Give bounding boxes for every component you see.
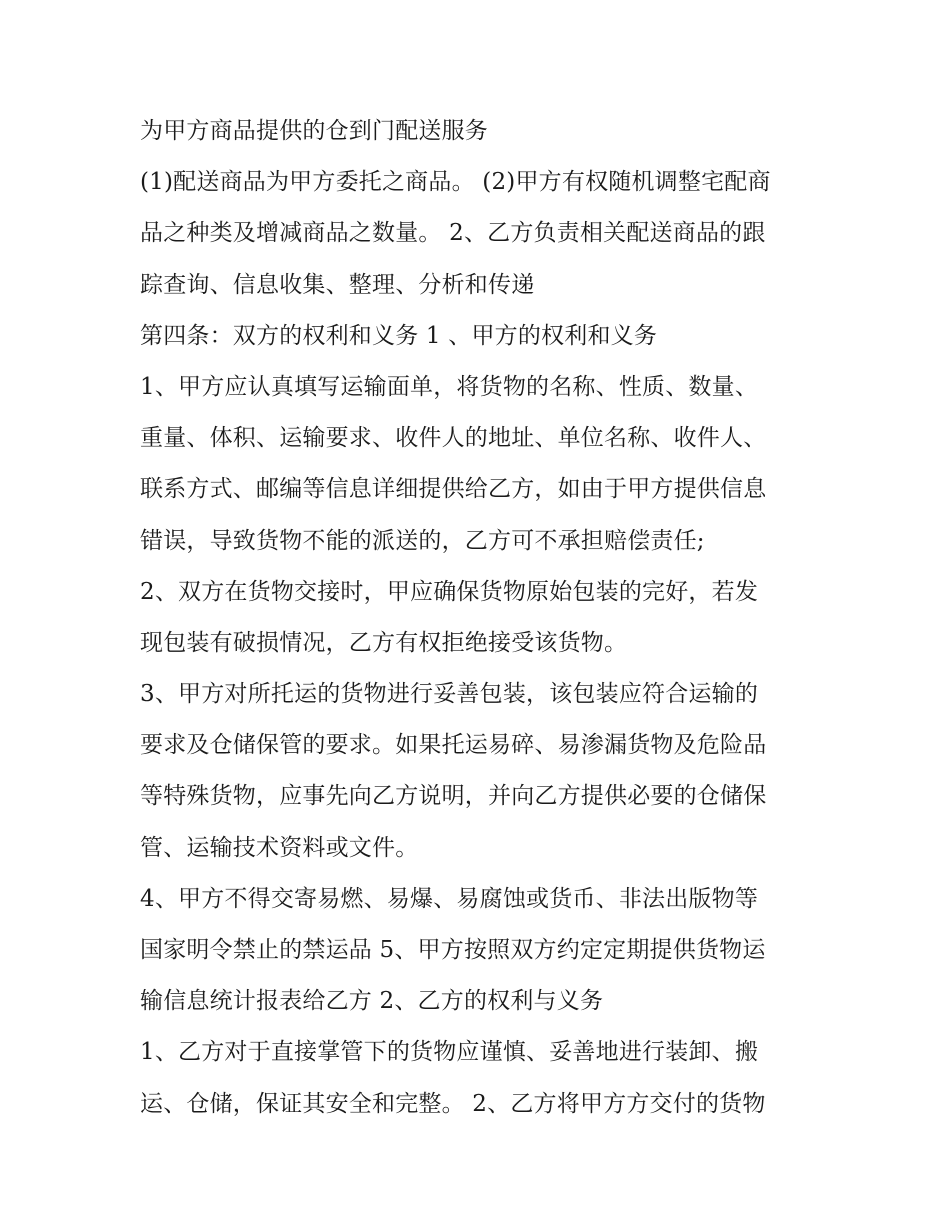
text-line: 为甲方商品提供的仓到门配送服务	[140, 118, 488, 144]
text-line: 重量、体积、运输要求、收件人的地址、单位名称、收件人、	[140, 425, 767, 452]
paragraph-4	[140, 362, 830, 567]
text-line: 错误，导致货物不能的派送的，乙方可不承担赔偿责任;	[140, 527, 705, 554]
paragraph-5	[140, 567, 830, 669]
text-line: 要求及仓储保管的要求。如果托运易碎、易渗漏货物及危险品	[140, 732, 767, 759]
text-line: 第四条：双方的权利和义务 1 、甲方的权利和义务	[140, 322, 658, 349]
paragraph-2	[140, 157, 830, 311]
paragraph-6	[140, 669, 830, 874]
text-line: 2、双方在货物交接时，甲应确保货物原始包装的完好，若发	[140, 578, 759, 605]
text-line: 等特殊货物，应事先向乙方说明，并向乙方提供必要的仓储保	[140, 783, 767, 810]
text-line: 1、乙方对于直接掌管下的货物应谨慎、妥善地进行装卸、搬	[140, 1039, 759, 1066]
text-line: 输信息统计报表给乙方 2、乙方的权利与义务	[140, 988, 604, 1015]
text-line: 联系方式、邮编等信息详细提供给乙方，如由于甲方提供信息	[140, 476, 767, 503]
text-line: 踪查询、信息收集、整理、分析和传递	[140, 271, 535, 298]
text-line: 品之种类及增减商品之数量。 2、乙方负责相关配送商品的跟	[140, 220, 766, 247]
text-line: (1)配送商品为甲方委托之商品。 (2)甲方有权随机调整宅配商	[140, 169, 771, 196]
text-line: 1、甲方应认真填写运输面单，将货物的名称、性质、数量、	[140, 373, 759, 400]
text-line: 3、甲方对所托运的货物进行妥善包装，该包装应符合运输的	[140, 681, 759, 708]
text-line: 运、仓储，保证其安全和完整。 2、乙方将甲方方交付的货物	[140, 1090, 766, 1117]
text-line: 国家明令禁止的禁运品 5、甲方按照双方约定定期提供货物运	[140, 937, 766, 963]
paragraph-1	[140, 106, 830, 157]
paragraph-3-article-heading	[140, 311, 830, 362]
paragraph-7	[140, 874, 830, 1028]
text-line: 现包装有破损情况，乙方有权拒绝接受该货物。	[140, 629, 628, 656]
text-line: 管、运输技术资料或文件。	[140, 834, 419, 861]
paragraph-8	[140, 1027, 830, 1129]
document-body	[140, 106, 830, 1130]
text-line: 4、甲方不得交寄易燃、易爆、易腐蚀或货币、非法出版物等	[140, 885, 759, 912]
